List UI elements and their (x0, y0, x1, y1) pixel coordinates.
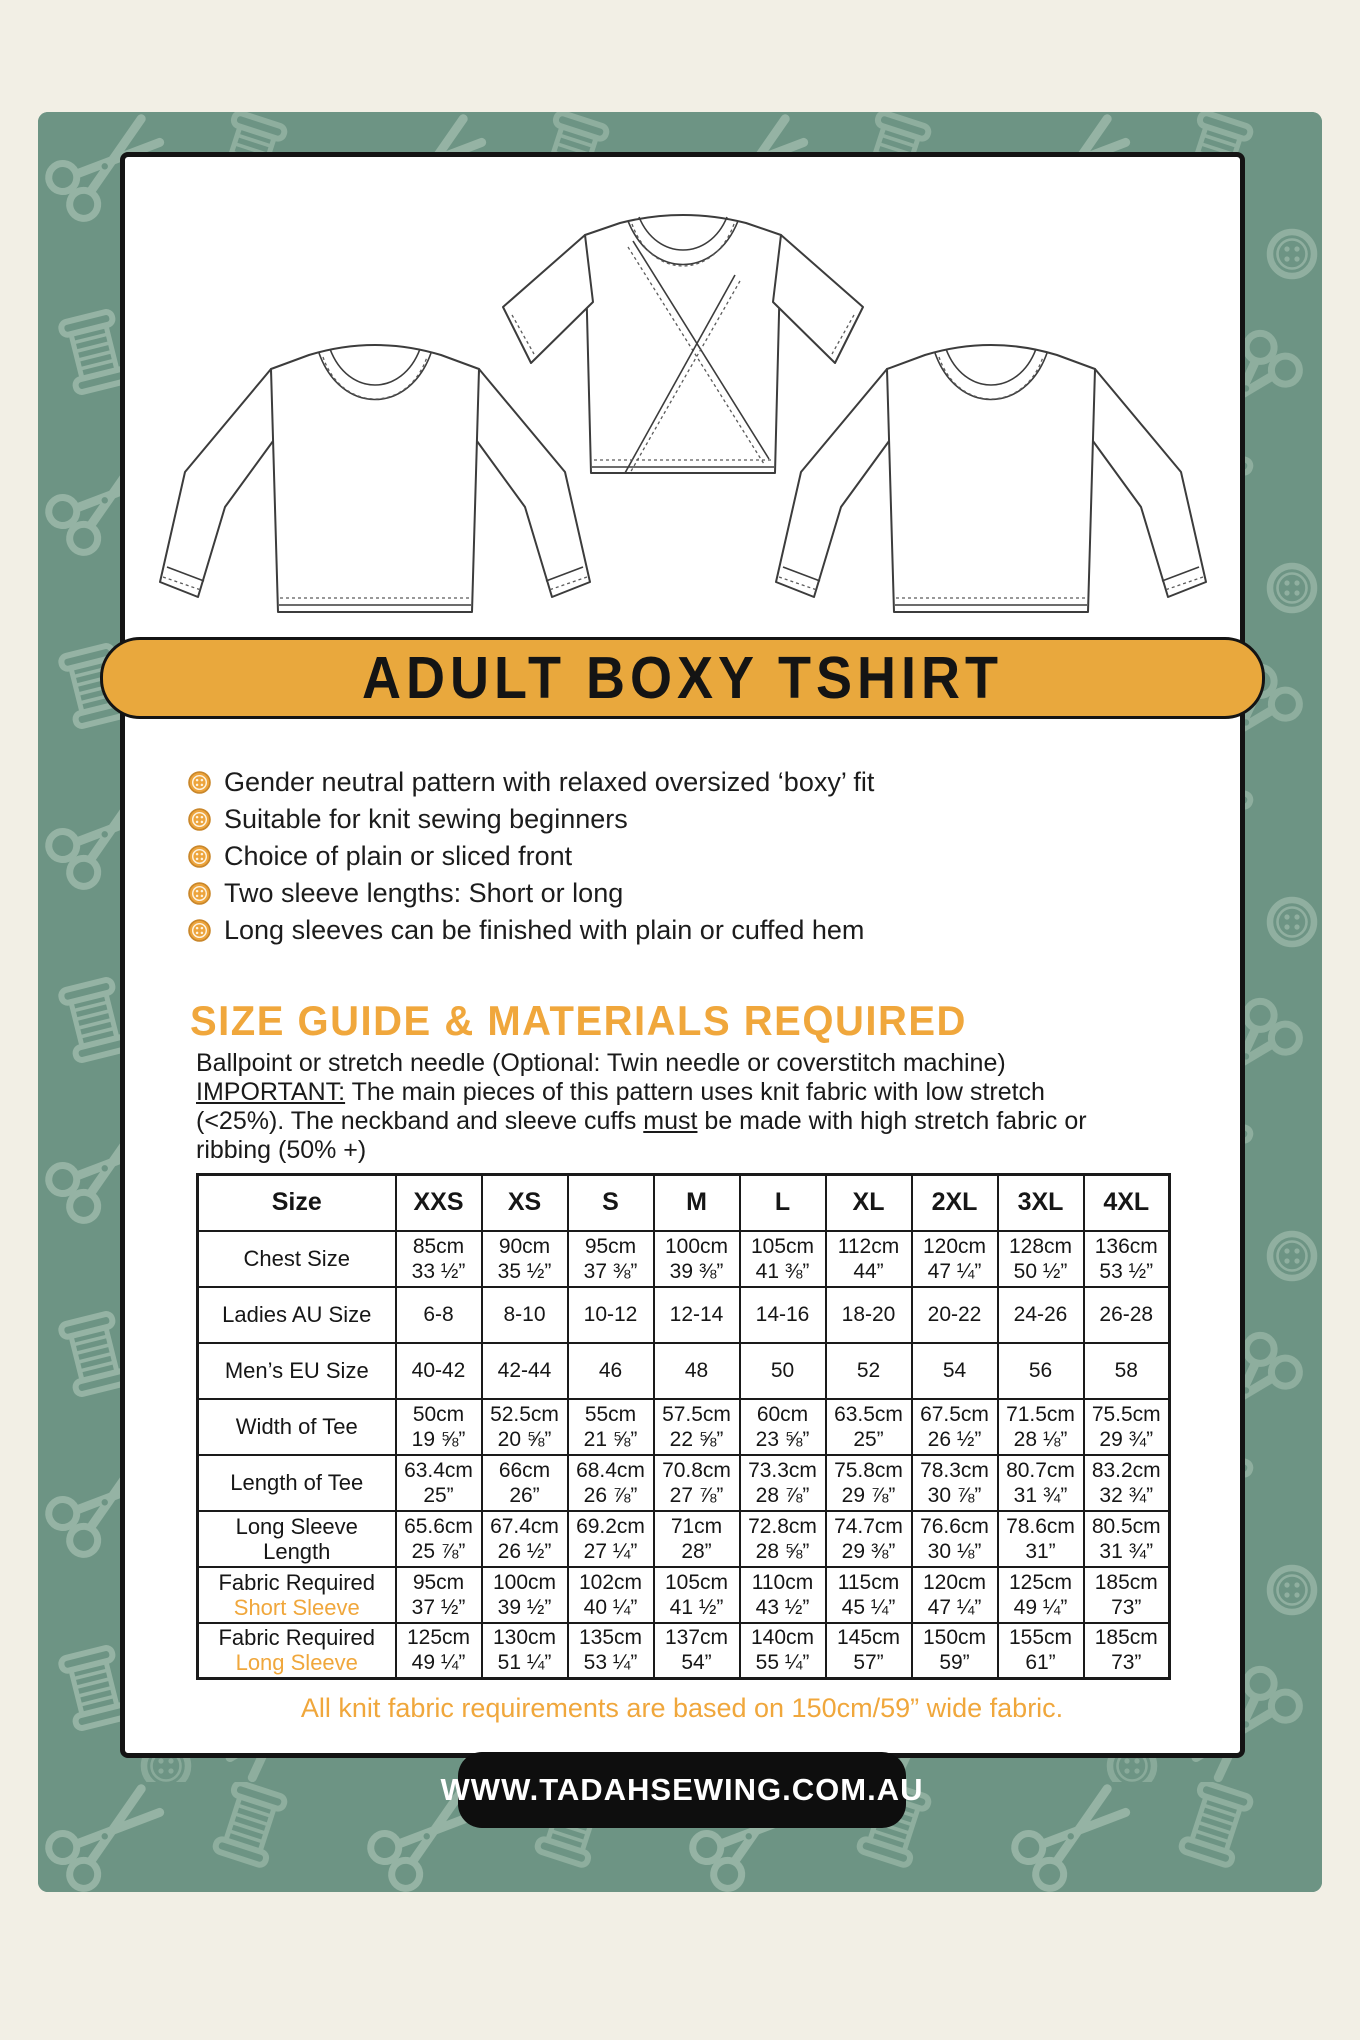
important-text: The main pieces of this pattern uses knit fabric with low stretch (<25%). The neckband and sleeve cuffs (196, 1078, 1045, 1135)
size-cell: 14-16 (740, 1287, 826, 1343)
size-cell: 100cm 39 ⅜” (654, 1231, 740, 1287)
size-cell: 105cm 41 ⅜” (740, 1231, 826, 1287)
size-cell: 137cm 54” (654, 1623, 740, 1679)
fabric-note: All knit fabric requirements are based on 150cm/59” wide fabric. (300, 1693, 1064, 1723)
size-cell: 26-28 (1084, 1287, 1170, 1343)
size-cell: 112cm 44” (826, 1231, 912, 1287)
size-cell: 56 (998, 1343, 1084, 1399)
size-cell: 75.8cm 29 ⅞” (826, 1455, 912, 1511)
row-label-cell: Fabric Required Short Sleeve (198, 1567, 396, 1623)
features-list (188, 764, 874, 949)
size-cell: 120cm 47 ¼” (912, 1231, 998, 1287)
feature-text: Long sleeves can be finished with plain or cuffed hem (224, 915, 865, 945)
size-cell: 60cm 23 ⅝” (740, 1399, 826, 1455)
feature-text: Choice of plain or sliced front (224, 841, 573, 871)
size-table-header-row (198, 1175, 1170, 1231)
size-cell: 68.4cm 26 ⅞” (568, 1455, 654, 1511)
button-bullet-icon (188, 845, 211, 868)
button-bullet-icon (188, 919, 211, 942)
row-label-cell: Ladies AU Size (198, 1287, 396, 1343)
feature-item (188, 912, 874, 949)
size-cell: 54 (912, 1343, 998, 1399)
size-cell: 8-10 (482, 1287, 568, 1343)
header-cell: S (568, 1175, 654, 1231)
size-cell: 10-12 (568, 1287, 654, 1343)
size-cell: 69.2cm 27 ¼” (568, 1511, 654, 1567)
footer-banner (440, 1752, 924, 1828)
header-cell: 2XL (912, 1175, 998, 1231)
row-label-cell: Length of Tee (198, 1455, 396, 1511)
size-cell: 40-42 (396, 1343, 482, 1399)
header-cell: 4XL (1084, 1175, 1170, 1231)
header-cell: XS (482, 1175, 568, 1231)
size-table-body (198, 1231, 1170, 1679)
size-cell: 78.6cm 31” (998, 1511, 1084, 1567)
size-cell: 75.5cm 29 ¾” (1084, 1399, 1170, 1455)
row-label-cell: Width of Tee (198, 1399, 396, 1455)
table-row (198, 1567, 1170, 1623)
table-row (198, 1231, 1170, 1287)
size-cell: 67.5cm 26 ½” (912, 1399, 998, 1455)
button-bullet-icon (188, 882, 211, 905)
size-cell: 120cm 47 ¼” (912, 1567, 998, 1623)
size-cell: 46 (568, 1343, 654, 1399)
size-cell: 85cm 33 ½” (396, 1231, 482, 1287)
important-tail: be made with high stretch fabric or ribbing (50% +) (196, 1107, 1087, 1164)
size-cell: 140cm 55 ¼” (740, 1623, 826, 1679)
size-cell: 135cm 53 ¼” (568, 1623, 654, 1679)
size-cell: 115cm 45 ¼” (826, 1567, 912, 1623)
size-cell: 20-22 (912, 1287, 998, 1343)
size-cell: 70.8cm 27 ⅞” (654, 1455, 740, 1511)
size-cell: 24-26 (998, 1287, 1084, 1343)
button-bullet-icon (188, 771, 211, 794)
size-cell: 105cm 41 ½” (654, 1567, 740, 1623)
size-cell: 48 (654, 1343, 740, 1399)
size-cell: 18-20 (826, 1287, 912, 1343)
size-cell: 130cm 51 ¼” (482, 1623, 568, 1679)
size-cell: 55cm 21 ⅝” (568, 1399, 654, 1455)
size-cell: 52.5cm 20 ⅝” (482, 1399, 568, 1455)
size-cell: 72.8cm 28 ⅝” (740, 1511, 826, 1567)
size-cell: 12-14 (654, 1287, 740, 1343)
must-word: must (643, 1107, 698, 1135)
size-cell: 65.6cm 25 ⅞” (396, 1511, 482, 1567)
table-row (198, 1287, 1170, 1343)
feature-item (188, 801, 874, 838)
size-cell: 42-44 (482, 1343, 568, 1399)
size-cell: 50cm 19 ⅝” (396, 1399, 482, 1455)
size-guide-heading: SIZE GUIDE & MATERIALS REQUIRED (190, 998, 967, 1045)
size-cell: 80.5cm 31 ¾” (1084, 1511, 1170, 1567)
feature-text: Suitable for knit sewing beginners (224, 804, 628, 834)
header-cell: 3XL (998, 1175, 1084, 1231)
needle-note: Ballpoint or stretch needle (Optional: Twin needle or coverstitch machine) (196, 1049, 1006, 1077)
important-label: IMPORTANT: (196, 1078, 346, 1106)
row-label-cell: Chest Size (198, 1231, 396, 1287)
header-cell: XL (826, 1175, 912, 1231)
size-cell: 50 (740, 1343, 826, 1399)
size-cell: 74.7cm 29 ⅜” (826, 1511, 912, 1567)
website-url: WWW.TADAHSEWING.COM.AU (440, 1772, 924, 1807)
table-row (198, 1343, 1170, 1399)
row-label-cell: Men’s EU Size (198, 1343, 396, 1399)
row-label-cell: Long Sleeve Length (198, 1511, 396, 1567)
size-cell: 63.5cm 25” (826, 1399, 912, 1455)
size-cell: 71cm 28” (654, 1511, 740, 1567)
header-cell: XXS (396, 1175, 482, 1231)
feature-item (188, 838, 874, 875)
title-banner (100, 637, 1265, 719)
button-bullet-icon (188, 808, 211, 831)
size-cell: 78.3cm 30 ⅞” (912, 1455, 998, 1511)
table-row (198, 1511, 1170, 1567)
size-cell: 52 (826, 1343, 912, 1399)
size-cell: 95cm 37 ½” (396, 1567, 482, 1623)
materials-paragraph (196, 1049, 1126, 1165)
size-table (196, 1173, 1171, 1680)
size-cell: 145cm 57” (826, 1623, 912, 1679)
size-cell: 102cm 40 ¼” (568, 1567, 654, 1623)
size-cell: 155cm 61” (998, 1623, 1084, 1679)
size-cell: 150cm 59” (912, 1623, 998, 1679)
size-cell: 71.5cm 28 ⅛” (998, 1399, 1084, 1455)
size-cell: 185cm 73” (1084, 1623, 1170, 1679)
row-label-cell: Fabric Required Long Sleeve (198, 1623, 396, 1679)
size-cell: 100cm 39 ½” (482, 1567, 568, 1623)
size-cell: 63.4cm 25” (396, 1455, 482, 1511)
short-sleeve-sliced-tee-drawing (503, 215, 863, 473)
size-cell: 95cm 37 ⅜” (568, 1231, 654, 1287)
size-cell: 185cm 73” (1084, 1567, 1170, 1623)
size-cell: 136cm 53 ½” (1084, 1231, 1170, 1287)
size-cell: 76.6cm 30 ⅛” (912, 1511, 998, 1567)
table-row (198, 1455, 1170, 1511)
size-cell: 73.3cm 28 ⅞” (740, 1455, 826, 1511)
size-cell: 83.2cm 32 ¾” (1084, 1455, 1170, 1511)
table-row (198, 1623, 1170, 1679)
size-cell: 58 (1084, 1343, 1170, 1399)
feature-text: Gender neutral pattern with relaxed oversized ‘boxy’ fit (224, 767, 875, 797)
size-cell: 57.5cm 22 ⅝” (654, 1399, 740, 1455)
size-cell: 80.7cm 31 ¾” (998, 1455, 1084, 1511)
size-cell: 128cm 50 ½” (998, 1231, 1084, 1287)
feature-item (188, 875, 874, 912)
pattern-title: ADULT BOXY TSHIRT (361, 645, 1003, 711)
size-cell: 6-8 (396, 1287, 482, 1343)
header-cell: M (654, 1175, 740, 1231)
size-cell: 125cm 49 ¼” (396, 1623, 482, 1679)
feature-text: Two sleeve lengths: Short or long (224, 878, 624, 908)
size-cell: 125cm 49 ¼” (998, 1567, 1084, 1623)
tshirt-technical-drawings (125, 157, 1240, 662)
header-cell: Size (198, 1175, 396, 1231)
table-row (198, 1399, 1170, 1455)
size-cell: 90cm 35 ½” (482, 1231, 568, 1287)
feature-item (188, 764, 874, 801)
size-cell: 67.4cm 26 ½” (482, 1511, 568, 1567)
size-cell: 66cm 26” (482, 1455, 568, 1511)
size-cell: 110cm 43 ½” (740, 1567, 826, 1623)
header-cell: L (740, 1175, 826, 1231)
